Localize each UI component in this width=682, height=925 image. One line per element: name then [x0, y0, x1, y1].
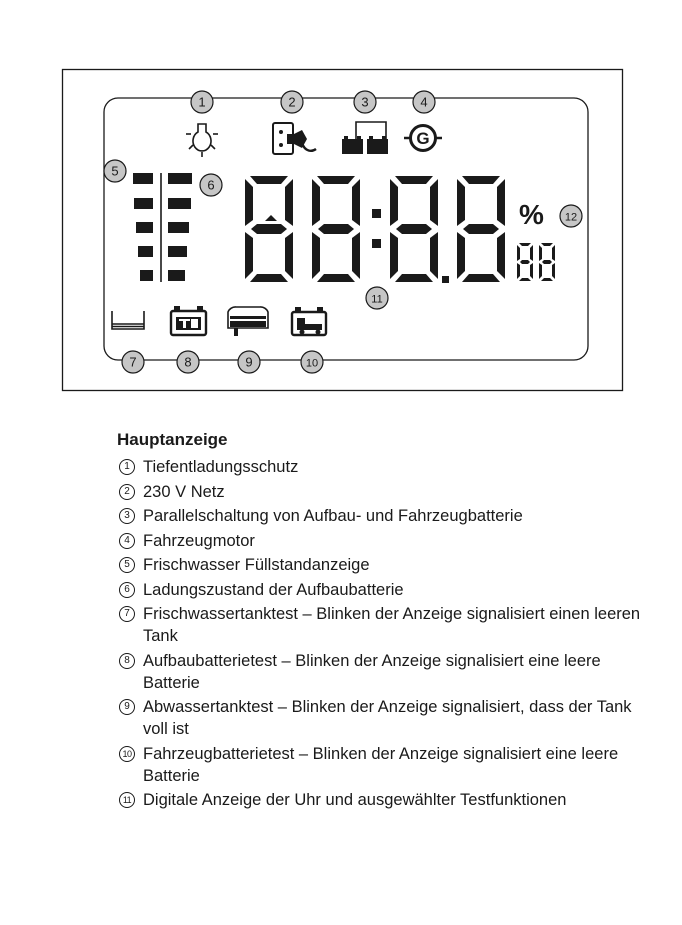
legend-item-number: 3	[119, 508, 135, 524]
callout-10	[301, 351, 323, 373]
legend-item	[117, 650, 657, 694]
callout-number: 9	[245, 354, 253, 370]
mains-plug-icon	[273, 123, 316, 154]
seven-segment-display	[245, 176, 555, 283]
legend-item-number: 4	[119, 533, 135, 549]
callout-number: 5	[111, 163, 119, 179]
legend-item-number: 5	[119, 557, 135, 573]
legend-item	[117, 789, 657, 811]
waste-water-tank-icon	[228, 307, 268, 336]
percent-symbol: %	[519, 199, 544, 230]
callout-number: 3	[361, 94, 369, 110]
legend-item-number: 2	[119, 484, 135, 500]
legend	[117, 428, 657, 814]
legend-item-number: 8	[119, 653, 135, 669]
callout-8	[177, 351, 199, 373]
legend-list	[117, 456, 657, 811]
living-battery-icon	[171, 306, 206, 335]
legend-heading: Hauptanzeige	[117, 430, 228, 449]
legend-item-text: 230 V Netz	[143, 482, 225, 501]
callout-7	[122, 351, 144, 373]
legend-item-text: Frischwasser Füllstandanzeige	[143, 556, 370, 574]
generator-icon	[404, 126, 442, 151]
legend-item-text: Tiefentladungsschutz	[143, 458, 299, 476]
vehicle-battery-icon	[292, 307, 326, 335]
callout-4	[413, 91, 435, 113]
legend-item	[117, 481, 657, 503]
callout-number: 4	[420, 94, 428, 110]
callout-12	[560, 205, 582, 227]
legend-item	[117, 603, 657, 647]
legend-item-number: 7	[119, 606, 135, 622]
low-voltage-bulb-icon	[186, 124, 218, 157]
legend-item-text: Digitale Anzeige der Uhr und ausgewählter Testfunktionen	[143, 791, 567, 809]
svg-text:G: G	[416, 129, 430, 148]
legend-item	[117, 743, 657, 787]
legend-item	[117, 530, 657, 552]
parallel-batteries-icon	[342, 122, 388, 154]
legend-item-text: Aufbaubatterietest – Blinken der Anzeige signalisiert eine leere Batterie	[143, 651, 601, 692]
callout-number: 11	[371, 293, 383, 306]
legend-item-number: 9	[119, 699, 135, 715]
legend-item-number: 10	[119, 746, 135, 762]
legend-item-number: 11	[119, 792, 135, 808]
lcd-display-diagram	[0, 0, 682, 420]
callout-3	[354, 91, 376, 113]
callout-number: 8	[184, 354, 192, 370]
legend-item-text: Ladungszustand der Aufbaubatterie	[143, 580, 404, 599]
legend-item-text: Parallelschaltung von Aufbau- und Fahrzeugbatterie	[143, 507, 523, 525]
callout-number: 6	[207, 177, 215, 193]
callout-number: 1	[198, 94, 206, 110]
callout-1	[191, 91, 213, 113]
legend-item-text: Abwassertanktest – Blinken der Anzeige signalisiert, dass der Tank voll ist	[143, 698, 632, 738]
callout-11	[366, 287, 388, 309]
legend-item	[117, 456, 657, 478]
callout-9	[238, 351, 260, 373]
legend-item	[117, 696, 657, 740]
fresh-water-tank-icon	[112, 311, 144, 329]
legend-item-text: Fahrzeugmotor	[143, 531, 255, 550]
callout-5	[104, 160, 126, 182]
battery-charge-bars	[168, 173, 192, 281]
legend-item	[117, 554, 657, 576]
callout-2	[281, 91, 303, 113]
callout-6	[200, 174, 222, 196]
legend-item-number: 6	[119, 582, 135, 598]
legend-item-text: Frischwassertanktest – Blinken der Anzeige signalisiert einen leeren Tank	[143, 605, 641, 645]
legend-item-text: Fahrzeugbatterietest – Blinken der Anzeige signalisiert eine leere Batterie	[143, 744, 619, 785]
legend-item-number: 1	[119, 459, 135, 475]
callout-number: 7	[129, 354, 137, 370]
legend-item	[117, 505, 657, 527]
callout-number: 2	[288, 94, 296, 110]
legend-item	[117, 579, 657, 601]
fresh-water-level-bars	[133, 173, 153, 281]
callout-number: 12	[564, 211, 578, 224]
callout-number: 10	[305, 357, 319, 370]
